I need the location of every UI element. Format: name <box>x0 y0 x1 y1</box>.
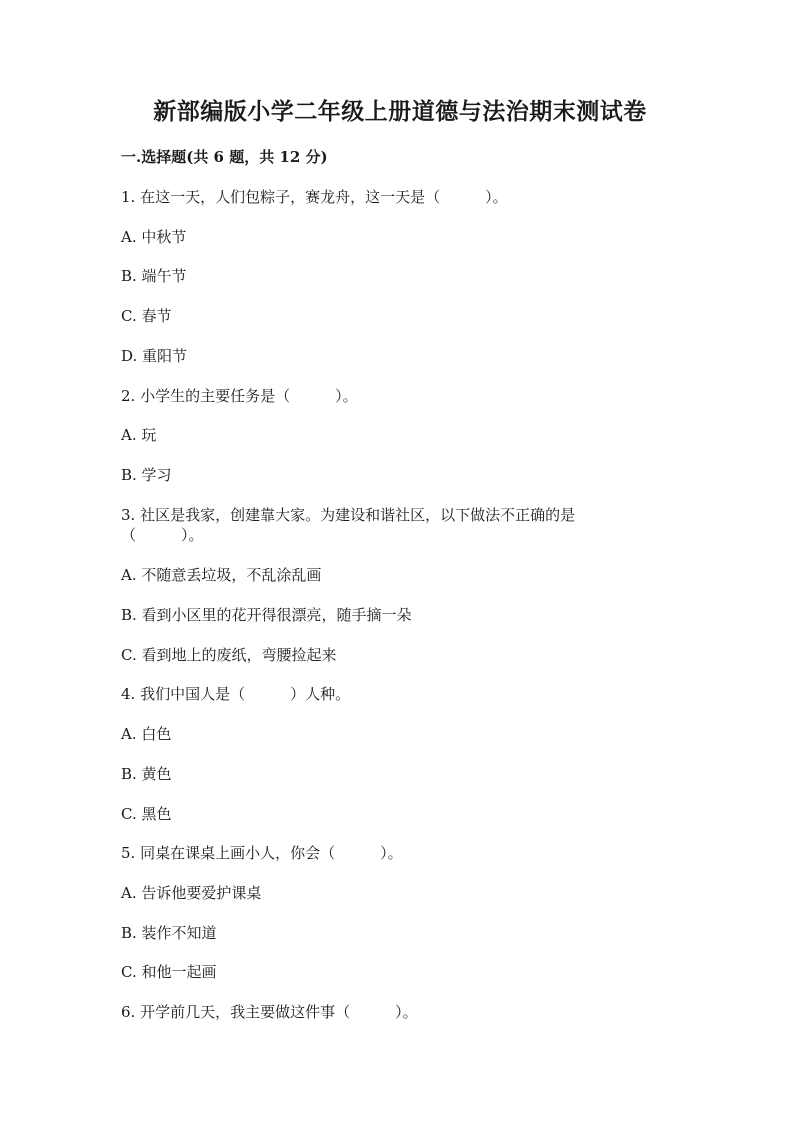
question-4-option-b: B. 黄色 <box>121 765 172 783</box>
question-1-stem: 1. 在这一天，人们包粽子，赛龙舟，这一天是（ ）。 <box>121 188 508 206</box>
question-3-option-a: A. 不随意丢垃圾，不乱涂乱画 <box>121 566 322 584</box>
question-4-option-c: C. 黑色 <box>121 805 172 823</box>
question-6-stem: 6. 开学前几天，我主要做这件事（ ）。 <box>121 1003 418 1021</box>
question-4-option-a: A. 白色 <box>121 725 172 743</box>
question-1-option-a: A. 中秋节 <box>121 228 187 246</box>
question-4-stem: 4. 我们中国人是（ ）人种。 <box>121 685 351 703</box>
question-1-option-c: C. 春节 <box>121 307 172 325</box>
question-2-stem: 2. 小学生的主要任务是（ ）。 <box>121 387 358 405</box>
page-title: 新部编版小学二年级上册道德与法治期末测试卷 <box>153 98 647 125</box>
question-3-option-c: C. 看到地上的废纸，弯腰捡起来 <box>121 646 337 664</box>
question-5-option-c: C. 和他一起画 <box>121 963 217 981</box>
question-2-option-b: B. 学习 <box>121 466 172 484</box>
question-2-option-a: A. 玩 <box>121 426 157 444</box>
question-3-stem-continued: （ ）。 <box>121 526 204 544</box>
question-5-stem: 5. 同桌在课桌上画小人，你会（ ）。 <box>121 844 403 862</box>
question-1-option-d: D. 重阳节 <box>121 347 188 365</box>
section-header: 一.选择题(共 6 题，共 12 分) <box>121 148 328 166</box>
question-5-option-a: A. 告诉他要爱护课桌 <box>121 884 262 902</box>
question-5-option-b: B. 装作不知道 <box>121 924 217 942</box>
question-3-stem: 3. 社区是我家，创建靠大家。为建设和谐社区，以下做法不正确的是 <box>121 506 576 524</box>
question-3-option-b: B. 看到小区里的花开得很漂亮，随手摘一朵 <box>121 606 412 624</box>
question-1-option-b: B. 端午节 <box>121 267 187 285</box>
